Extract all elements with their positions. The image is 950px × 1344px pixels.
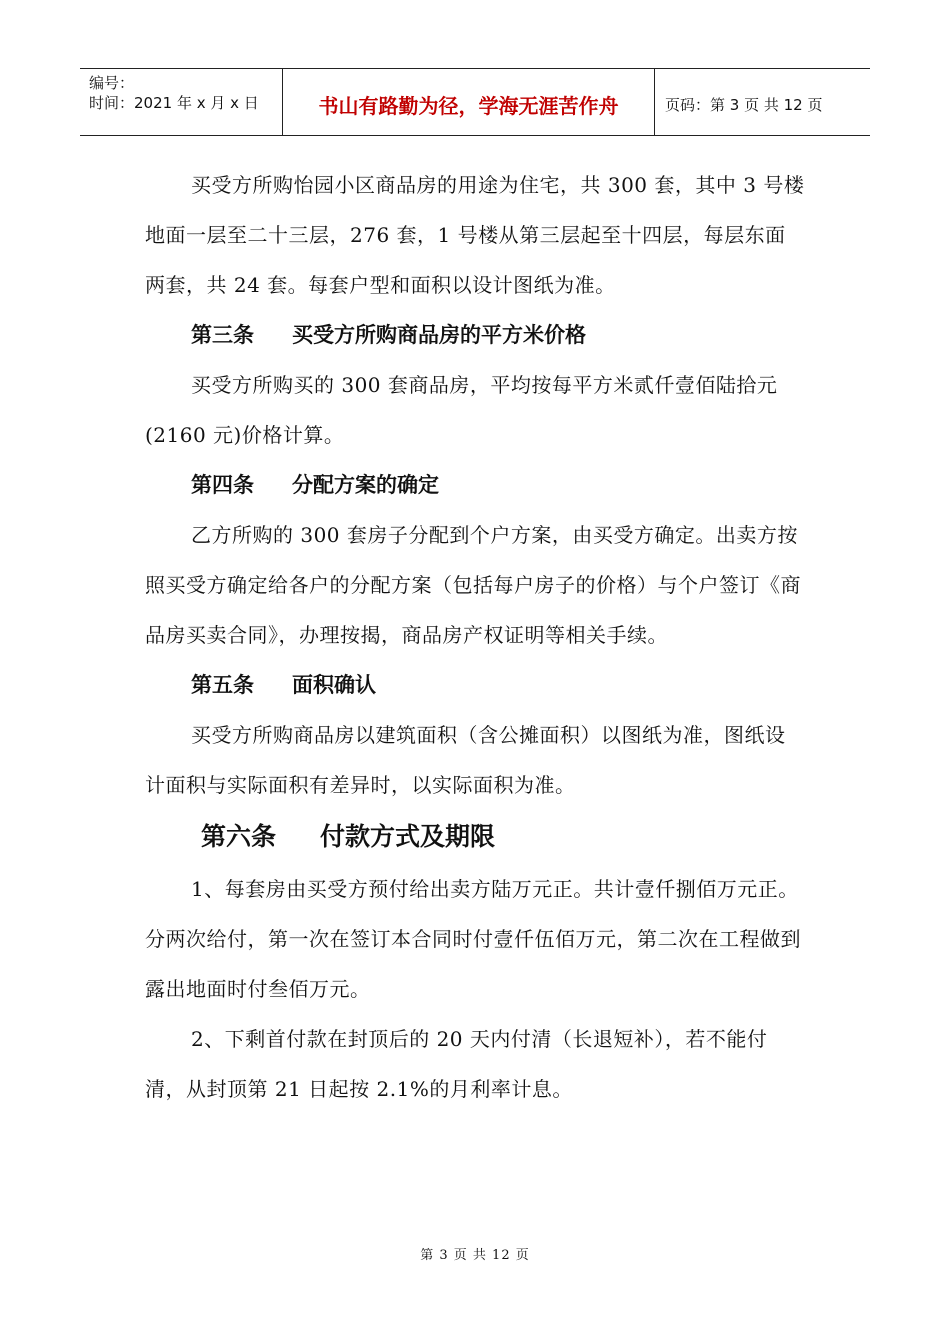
header-page-cell	[655, 69, 870, 135]
header-page-info: 页码：第 3 页 共 12 页	[665, 95, 823, 114]
article-6-heading	[145, 810, 805, 864]
article-5-title: 面积确认	[292, 673, 376, 697]
document-body	[145, 160, 805, 1114]
article-4-title: 分配方案的确定	[292, 473, 439, 497]
article-6-number: 第六条	[201, 822, 277, 851]
article-3-heading	[145, 310, 805, 360]
paragraph-price: 买受方所购买的 300 套商品房，平均按每平方米贰仟壹佰陆拾元(2160 元)价格计算。	[145, 373, 778, 447]
article-4-number: 第四条	[191, 473, 254, 497]
header-meta-cell	[80, 69, 283, 135]
document-header	[80, 68, 870, 136]
article-3-title: 买受方所购商品房的平方米价格	[292, 323, 586, 347]
header-motto: 书山有路勤为径，学海无涯苦作舟	[318, 93, 619, 118]
article-4-heading	[145, 460, 805, 510]
document-number-label: 编号：	[89, 74, 135, 92]
paragraph-payment-2: 2、下剩首付款在封顶后的 20 天内付清（长退短补），若不能付清，从封顶第 21 日起按 2.1%的月利率计息。	[145, 1027, 768, 1101]
header-motto-cell	[283, 69, 655, 135]
article-6-title: 付款方式及期限	[320, 822, 496, 851]
article-5-heading	[145, 660, 805, 710]
paragraph-allocation: 乙方所购的 300 套房子分配到个户方案，由买受方确定。出卖方按照买受方确定给各户的分配方案（包括每户房子的价格）与个户签订《商品房买卖合同》，办理按揭，商品房产权证明等相关手续。	[145, 523, 801, 647]
paragraph-payment-1: 1、每套房由买受方预付给出卖方陆万元正。共计壹仟捌佰万元正。分两次给付，第一次在签订本合同时付壹仟伍佰万元，第二次在工程做到露出地面时付叁佰万元。	[145, 877, 801, 1001]
paragraph-usage: 买受方所购怡园小区商品房的用途为住宅，共 300 套，其中 3 号楼地面一层至二十三层，276 套，1 号楼从第三层起至十四层，每层东面两套，共 24 套。每套户型和面积以设计图纸为准。	[145, 173, 805, 297]
paragraph-area: 买受方所购商品房以建筑面积（含公摊面积）以图纸为准，图纸设计面积与实际面积有差异时，以实际面积为准。	[145, 723, 786, 797]
article-3-number: 第三条	[191, 323, 254, 347]
article-5-number: 第五条	[191, 673, 254, 697]
document-date: 时间：2021 年 x 月 x 日	[89, 94, 259, 112]
page-footer: 第 3 页 共 12 页	[420, 1248, 530, 1263]
